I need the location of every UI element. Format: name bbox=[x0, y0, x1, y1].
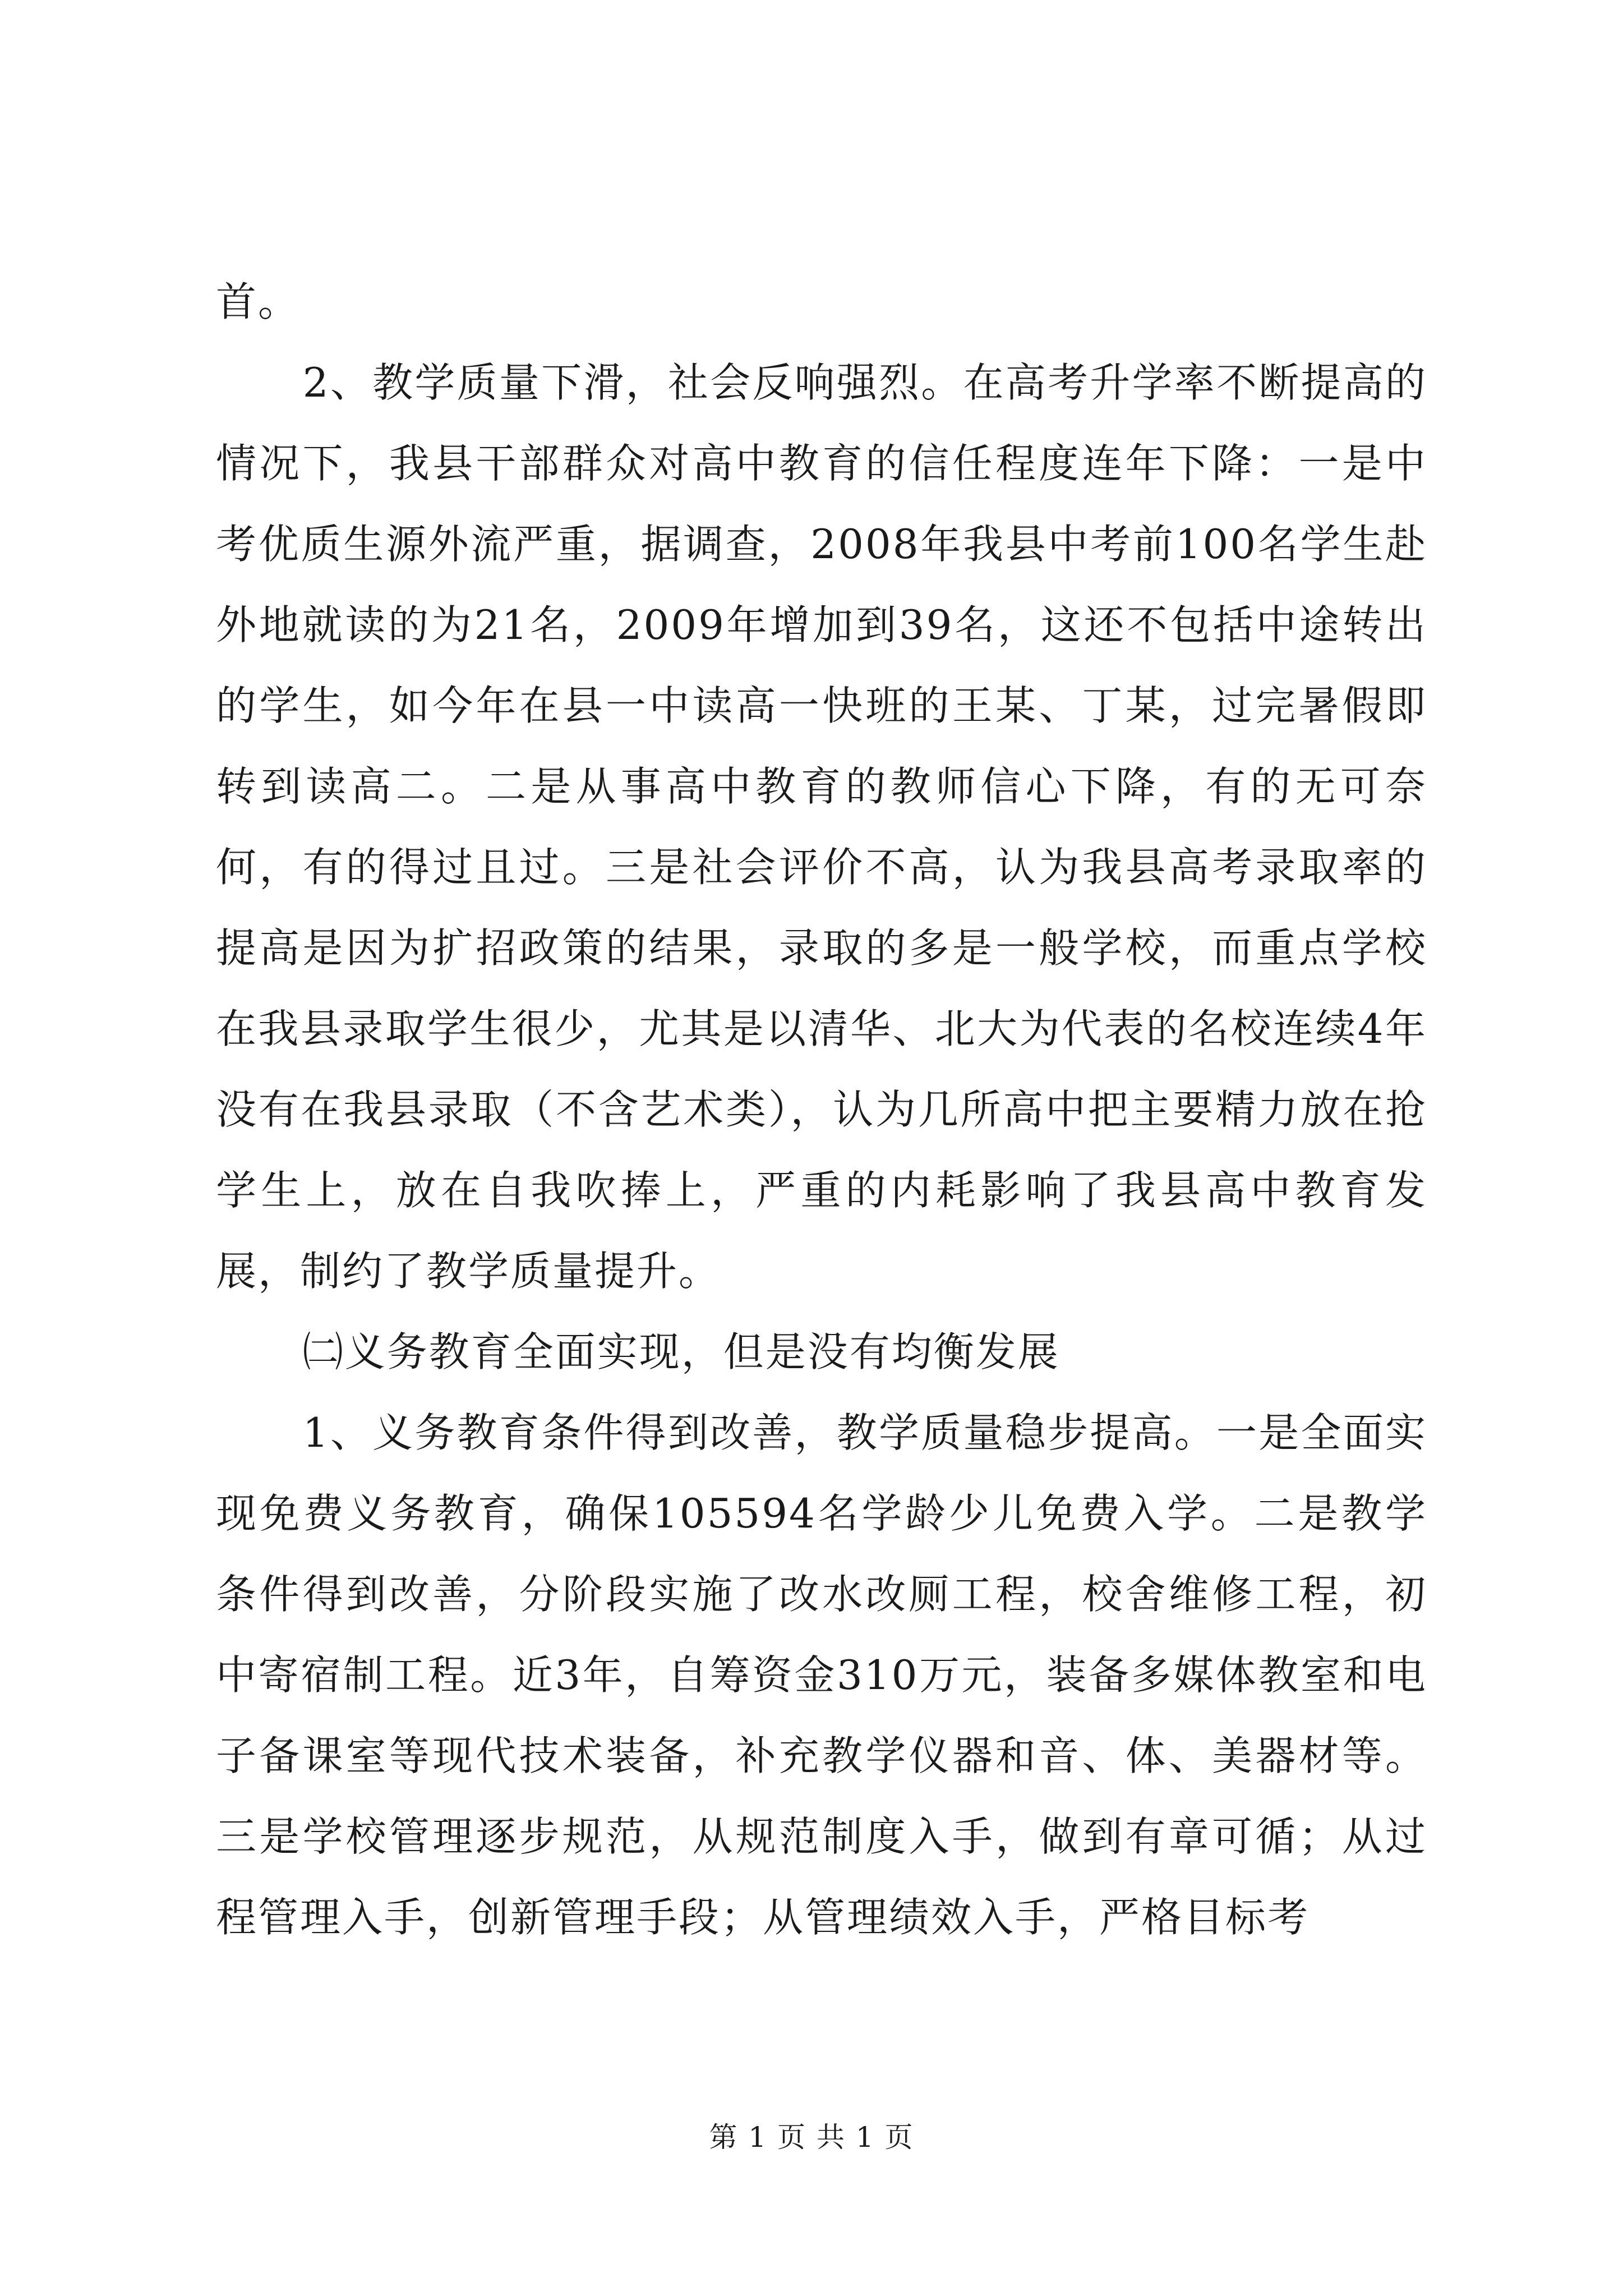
section-heading-compulsory-education: ㈡义务教育全面实现，但是没有均衡发展 bbox=[302, 1328, 1060, 1375]
paragraph-teaching-quality: 2、教学质量下滑，社会反响强烈。在高考升学率不断提高的情况下，我县干部群众对高中教育的信任程度连年下降：一是中考优质生源外流严重，据调查，2008年我县中考前100名学生赴外地就读的为21名，2009年增加到39名，这还不包括中途转出的学生，如今年在县一中读高一快班的王某、丁某，过完暑假即转到读高二。二是从事高中教育的教师信心下降，有的无可奈何，有的得过且过。三是社会评价不高，认为我县高考录取率的提高是因为扩招政策的结果，录取的多是一般学校，而重点学校在我县录取学生很少，尤其是以清华、北大为代表的名校连续4年没有在我县录取（不含艺术类），认为几所高中把主要精力放在抢学生上，放在自我吹捧上，严重的内耗影响了我县高中教育发展，制约了教学质量提升。 bbox=[216, 359, 1427, 1295]
paragraph-continuation: 首。 bbox=[216, 278, 301, 325]
paragraph-compulsory-conditions: 1、义务教育条件得到改善，教学质量稳步提高。一是全面实现免费义务教育，确保105594名学龄少儿免费入学。二是教学条件得到改善，分阶段实施了改水改厕工程，校舍维修工程，初中寄宿制工程。近3年，自筹资金310万元，装备多媒体教室和电子备课室等现代技术装备，补充教学仪器和音、体、美器材等。三是学校管理逐步规范，从规范制度入手，做到有章可循；从过程管理入手，创新管理手段；从管理绩效入手，严格目标考 bbox=[216, 1409, 1427, 1941]
document-body bbox=[216, 261, 1427, 1958]
page-footer: 第 1 页 共 1 页 bbox=[709, 2121, 914, 2154]
